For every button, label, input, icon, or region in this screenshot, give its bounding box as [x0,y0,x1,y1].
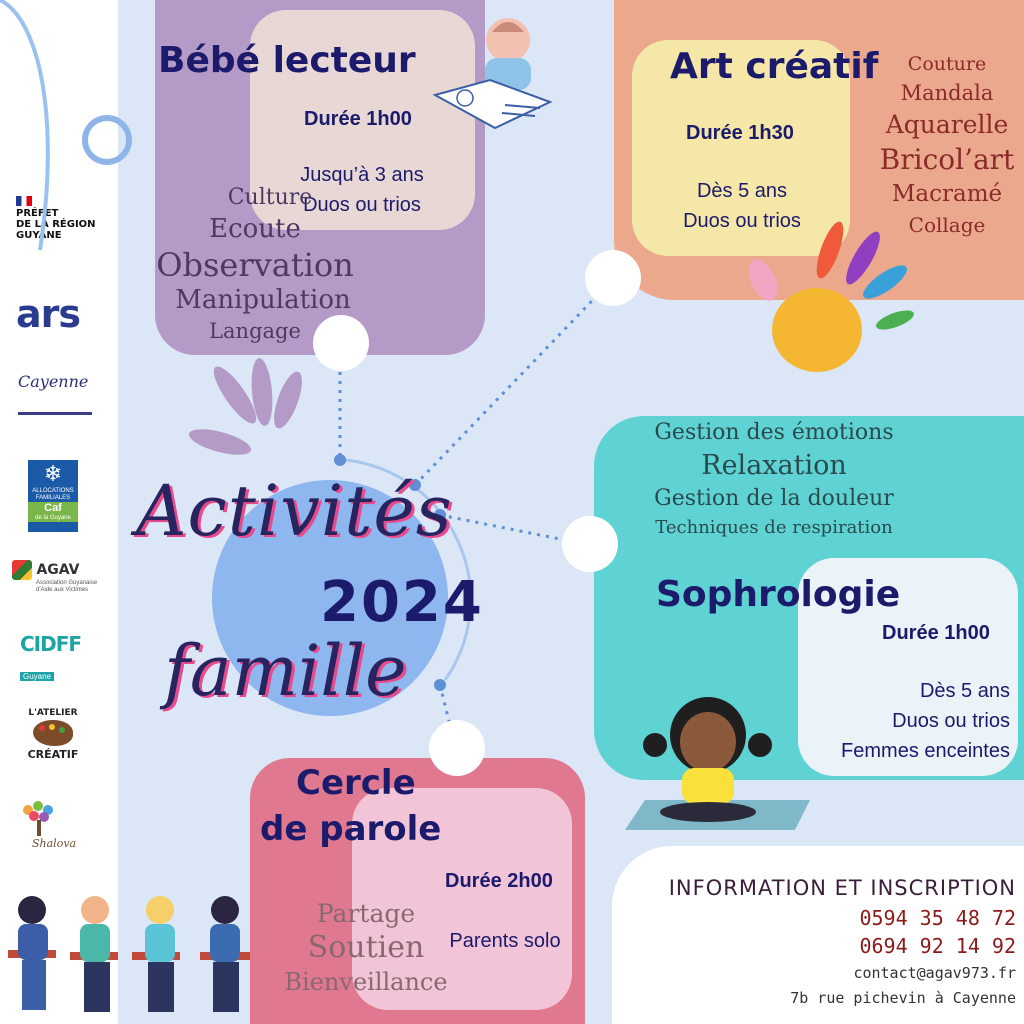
prefet-logo: PRÉFET DE LA RÉGION GUYANE [16,196,106,241]
central-title [128,470,484,720]
atelier-creatif-logo: L'ATELIER CRÉATIF [27,708,79,761]
art-creatif-format: Duos ou trios [683,210,801,232]
art-creatif-node [585,250,641,306]
bebe-lecteur-keywords: Culture Ecoute Observation Manipulation Langage [156,185,354,343]
title-line2: famille [164,630,407,712]
cidff-logo: CIDFF Guyane [20,632,82,681]
bebe-lecteur-duration: Durée 1h00 [304,108,412,130]
support-group-illustration [0,880,270,1024]
baby-reading-illustration [430,10,555,140]
sophrologie-format: Duos ou trios [892,710,1010,732]
ars-logo: ars [16,292,81,336]
title-year: 2024 [320,570,484,635]
sophrologie-extra: Femmes enceintes [841,740,1010,762]
snowflake-icon: ❄ [43,461,63,486]
caf-logo: ❄ ALLOCATIONS FAMILIALES Caf de la Guyane [28,460,78,532]
sophrologie-duration: Durée 1h00 [882,622,990,644]
contact-phone-2[interactable]: 0694 92 14 92 [859,934,1016,958]
sophrologie-keywords: Gestion des émotions Relaxation Gestion de la douleur Techniques de respiration [654,420,894,538]
sophrologie-details [806,676,1010,766]
cercle-de-parole-audience: Parents solo [449,930,561,952]
bebe-lecteur-format: Duos ou trios [303,194,421,216]
cayenne-logo: Cayenne [18,372,92,415]
cercle-de-parole-duration: Durée 2h00 [445,870,553,892]
sophrologie-age: Dès 5 ans [919,680,1010,702]
art-creatif-age: Dès 5 ans [696,180,788,202]
sophrologie-node [562,516,618,572]
meditating-child-illustration [610,690,815,835]
cercle-de-parole-node [429,720,485,776]
bebe-lecteur-title: Bébé lecteur [158,40,416,81]
contact-heading: INFORMATION ET INSCRIPTION [668,876,1016,900]
title-line1: Activités [136,470,453,552]
cercle-de-parole-title: Cercle de parole [260,763,442,849]
sophrologie-title: Sophrologie [656,574,901,615]
contact-address: 7b rue pichevin à Cayenne [790,989,1016,1007]
bebe-lecteur-node [313,315,369,371]
shalova-logo: Shalova [18,800,98,856]
art-creatif-duration: Durée 1h30 [686,122,794,144]
painted-hand-illustration [745,220,925,380]
bebe-lecteur-age: Jusqu’à 3 ans [300,164,424,186]
contact-block [620,872,1016,1010]
contact-phone-1[interactable]: 0594 35 48 72 [859,906,1016,930]
contact-email[interactable]: contact@agav973.fr [853,964,1016,982]
agav-logo: AGAV Association Guyanaise d'Aide aux Victimes [12,560,112,594]
art-creatif-keywords: Couture Mandala Aquarelle Bricol’art Macramé Collage [879,53,1015,237]
cercle-de-parole-keywords: Partage Soutien Bienveillance [284,899,448,996]
art-creatif-title: Art créatif [670,46,879,87]
